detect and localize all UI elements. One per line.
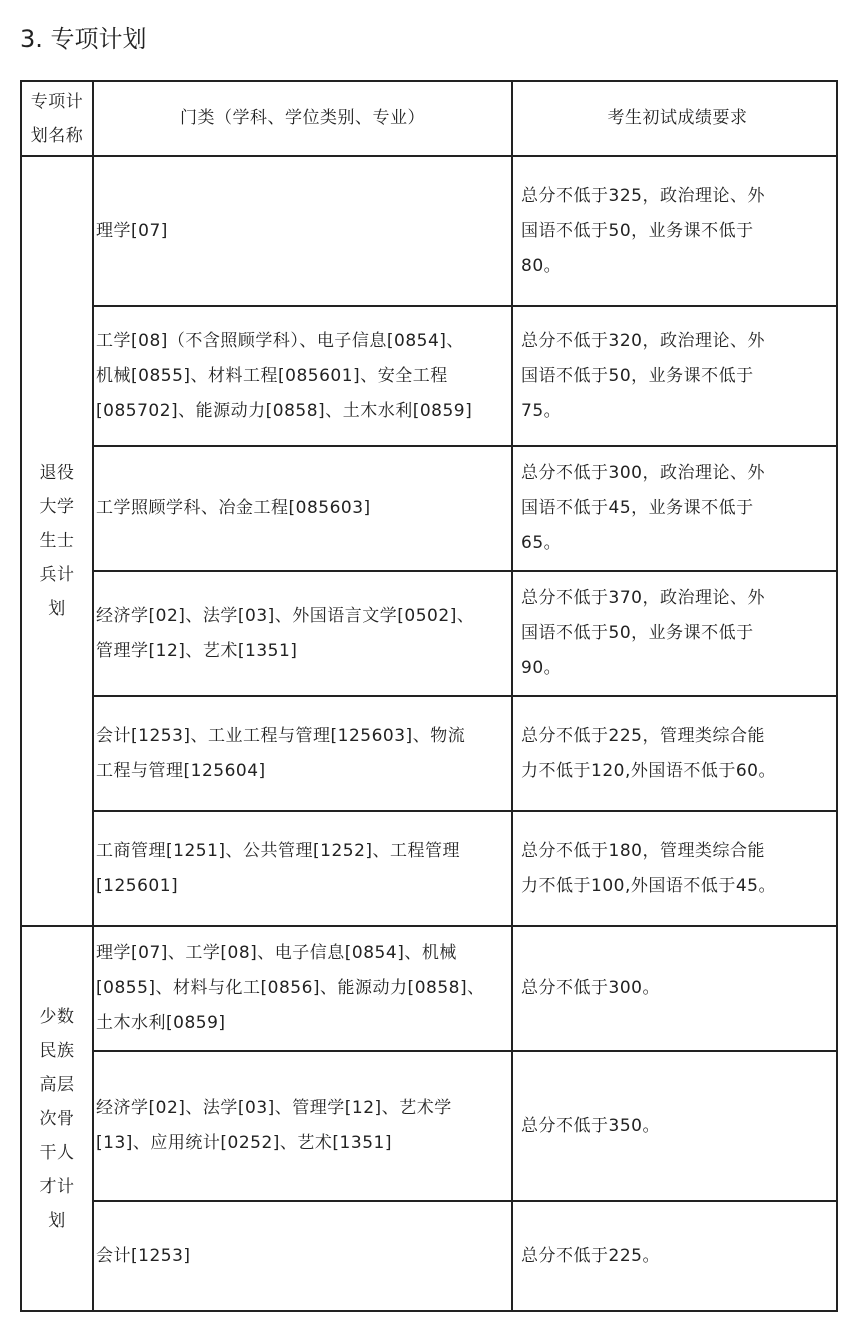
table-header-row	[21, 81, 837, 156]
table-row	[21, 811, 837, 926]
requirement-cell: 总分不低于325，政治理论、外 国语不低于50，业务课不低于 80。	[512, 156, 837, 306]
category-cell: 理学[07]	[93, 156, 512, 306]
category-cell: 工学照顾学科、冶金工程[085603]	[93, 446, 512, 571]
requirement-cell: 总分不低于300。	[512, 926, 837, 1051]
special-plan-table	[20, 80, 838, 1312]
table-row	[21, 926, 837, 1051]
plan-name-veterans: 退役 大学 生士 兵计 划	[21, 156, 93, 926]
category-cell: 会计[1253]	[93, 1201, 512, 1311]
requirement-cell: 总分不低于225。	[512, 1201, 837, 1311]
header-requirement: 考生初试成绩要求	[512, 81, 837, 156]
category-cell: 理学[07]、工学[08]、电子信息[0854]、机械 [0855]、材料与化工[0856]、能源动力[0858]、 土木水利[0859]	[93, 926, 512, 1051]
category-cell: 会计[1253]、工业工程与管理[125603]、物流 工程与管理[125604]	[93, 696, 512, 811]
section-title: 3. 专项计划	[20, 25, 147, 53]
category-cell: 经济学[02]、法学[03]、管理学[12]、艺术学 [13]、应用统计[0252]、艺术[1351]	[93, 1051, 512, 1201]
requirement-cell: 总分不低于180，管理类综合能 力不低于100,外国语不低于45。	[512, 811, 837, 926]
table-row	[21, 571, 837, 696]
plan-name-minority: 少数 民族 高层 次骨 干人 才计 划	[21, 926, 93, 1311]
category-cell: 工学[08]（不含照顾学科）、电子信息[0854]、 机械[0855]、材料工程[085601]、安全工程 [085702]、能源动力[0858]、土木水利[0859]	[93, 306, 512, 446]
table-row	[21, 156, 837, 306]
requirement-cell: 总分不低于370，政治理论、外 国语不低于50，业务课不低于 90。	[512, 571, 837, 696]
requirement-cell: 总分不低于350。	[512, 1051, 837, 1201]
table-row	[21, 306, 837, 446]
table-row	[21, 696, 837, 811]
requirement-cell: 总分不低于320，政治理论、外 国语不低于50，业务课不低于 75。	[512, 306, 837, 446]
requirement-cell: 总分不低于225，管理类综合能 力不低于120,外国语不低于60。	[512, 696, 837, 811]
table-row	[21, 1201, 837, 1311]
header-category: 门类（学科、学位类别、专业）	[93, 81, 512, 156]
table-row	[21, 1051, 837, 1201]
category-cell: 工商管理[1251]、公共管理[1252]、工程管理 [125601]	[93, 811, 512, 926]
category-cell: 经济学[02]、法学[03]、外国语言文学[0502]、 管理学[12]、艺术[1351]	[93, 571, 512, 696]
header-plan-name: 专项计 划名称	[21, 81, 93, 156]
requirement-cell: 总分不低于300，政治理论、外 国语不低于45，业务课不低于 65。	[512, 446, 837, 571]
table-row	[21, 446, 837, 571]
